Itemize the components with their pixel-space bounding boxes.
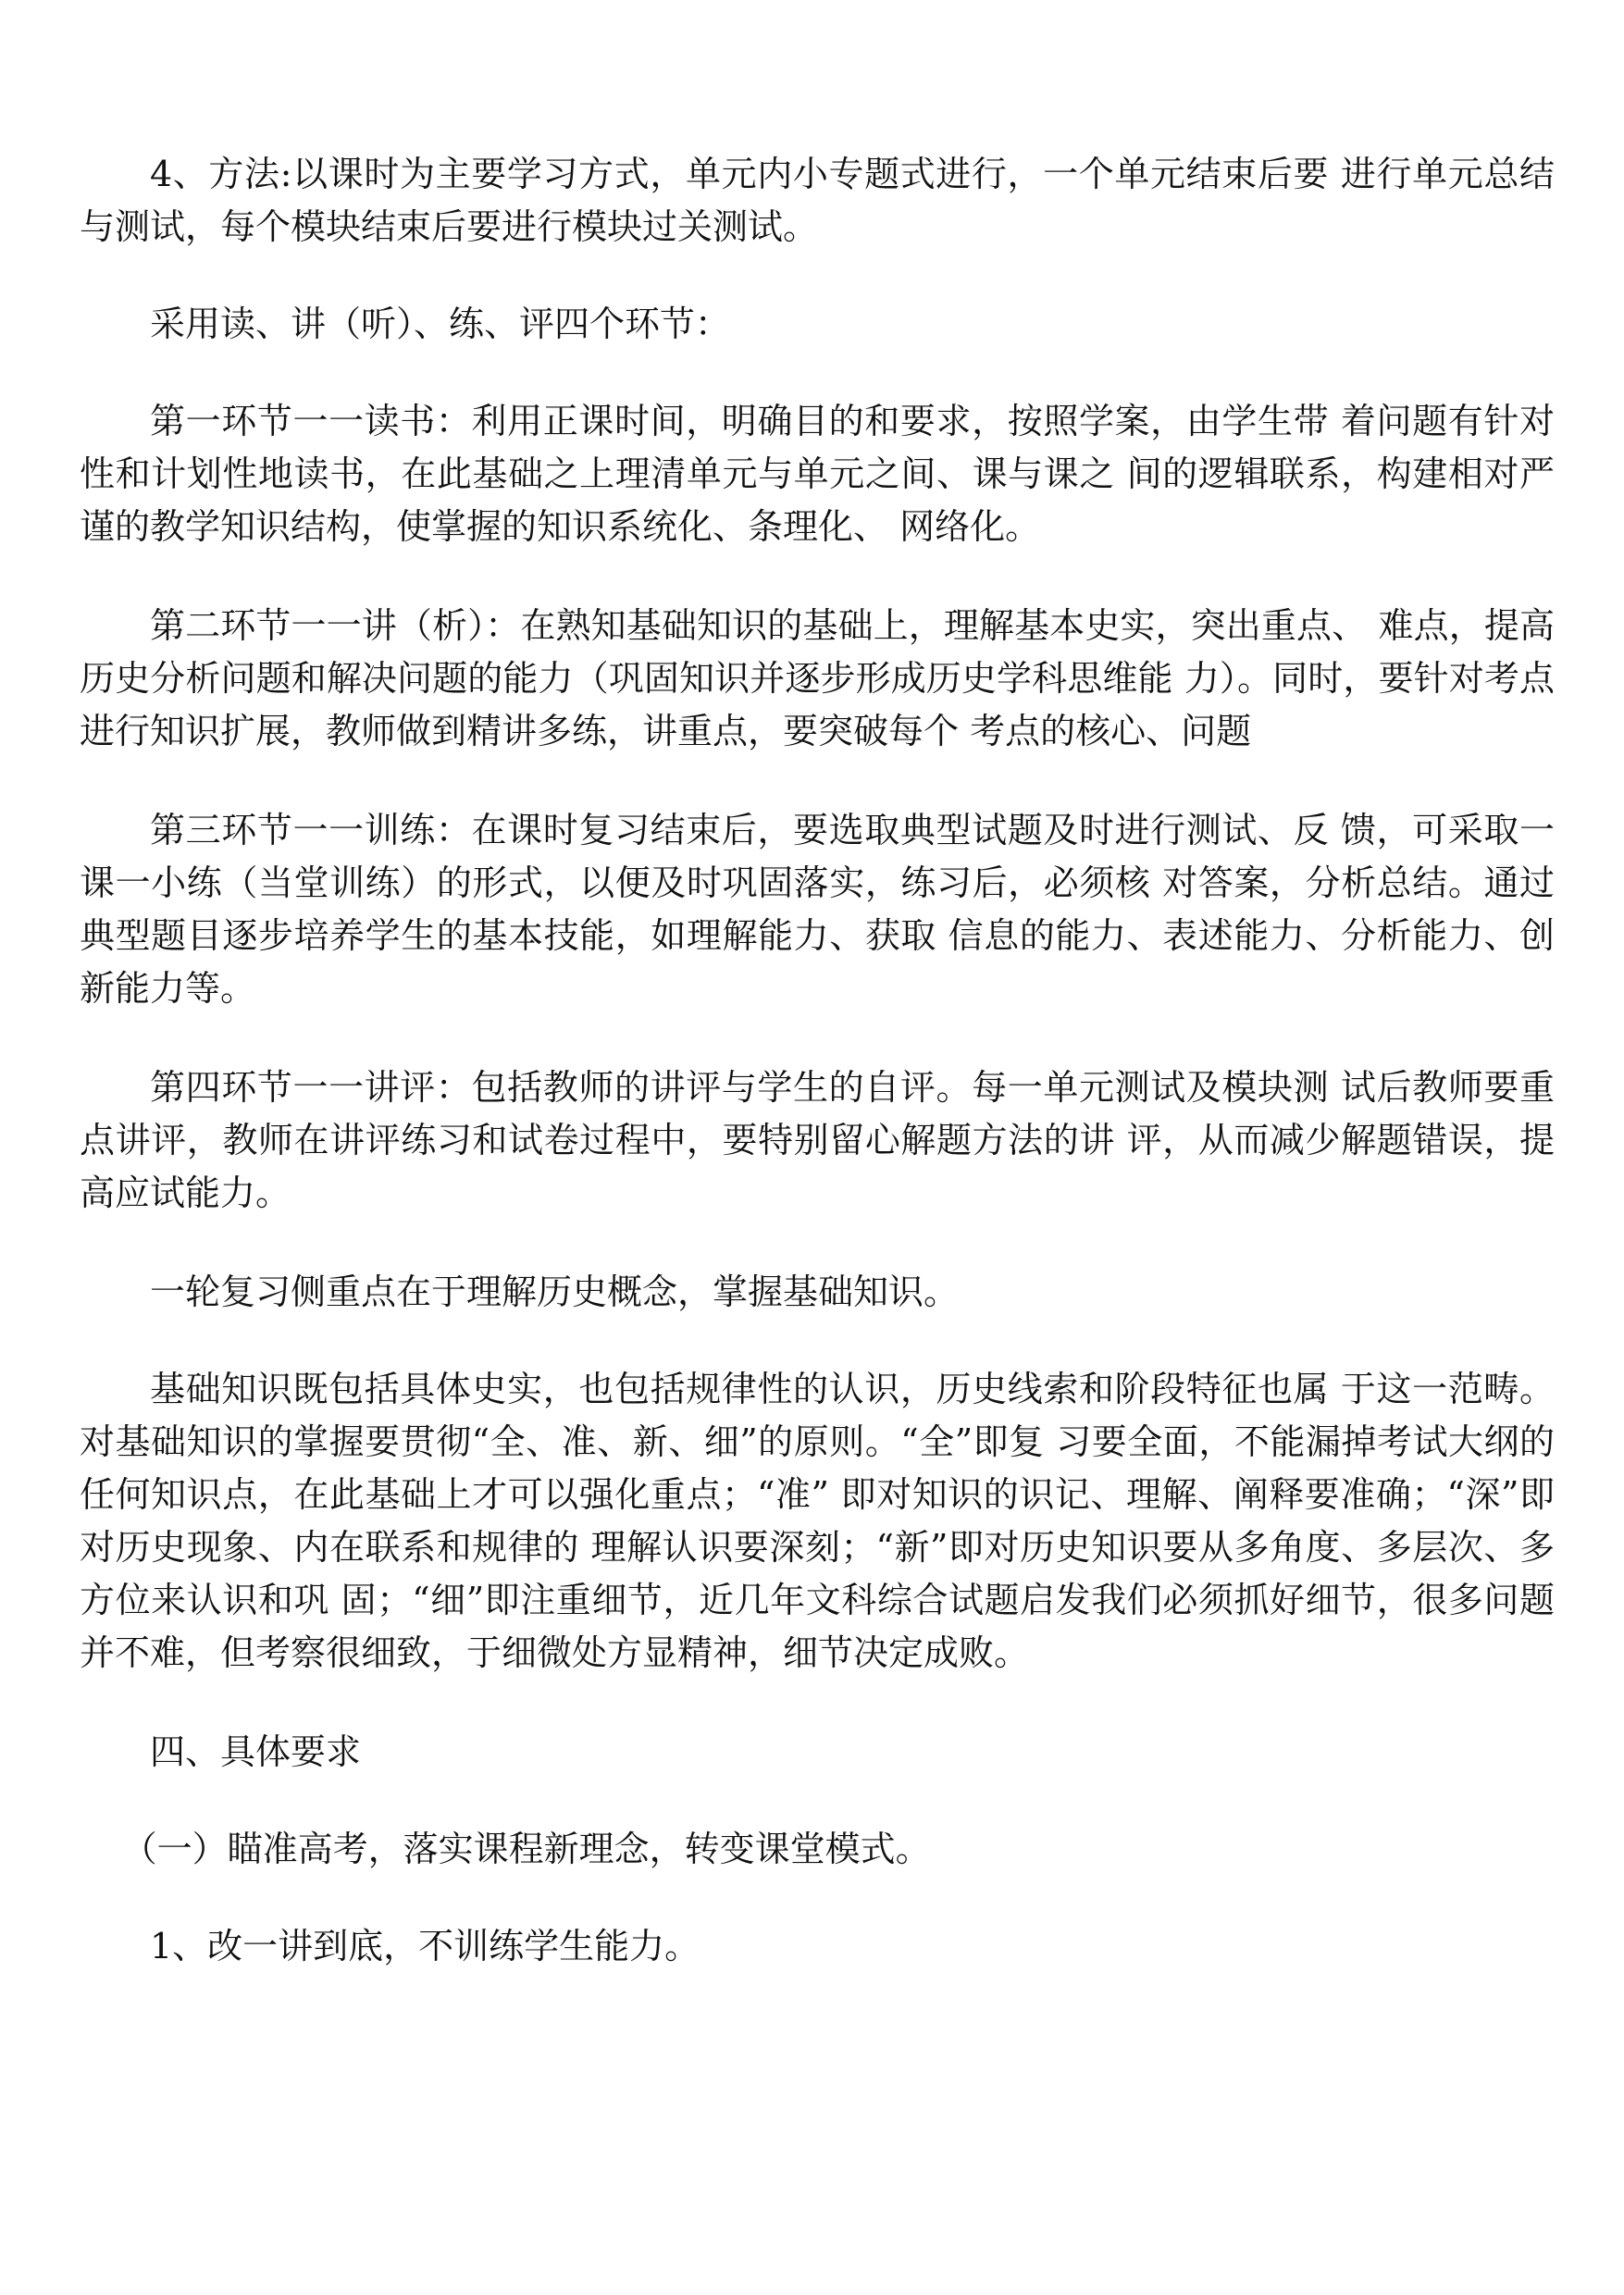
- subsection-heading-one: （一）瞄准高考，落实课程新理念，转变课堂模式。: [121, 1829, 931, 1869]
- paragraph-step-three-training: 第三环节一一训练：在课时复习结束后，要选取典型试题及时进行测试、反 馈，可采取一课一小练（当堂训练）的形式，以便及时巩固落实，练习后，必须核 对答案，分析总结。通过典型题目逐步培养学生的基本技能，如理解能力、获取 信息的能力、表述能力、分析能力、创新能力等。: [80, 810, 1555, 1009]
- section-heading-requirements: 四、具体要求: [150, 1731, 362, 1772]
- paragraph-step-one-reading: 第一环节一一读书：利用正课时间，明确目的和要求，按照学案，由学生带 着问题有针对性和计划性地读书，在此基础之上理清单元与单元之间、课与课之 间的逻辑联系，构建相对严谨的教学知识结构，使掌握的知识系统化、条理化、 网络化。: [80, 401, 1555, 547]
- paragraph-step-four-review: 第四环节一一讲评：包括教师的讲评与学生的自评。每一单元测试及模块测 试后教师要重点讲评，教师在讲评练习和试卷过程中，要特别留心解题方法的讲 评，从而减少解题错误，提高应试能力。: [80, 1067, 1555, 1213]
- document-page: [80, 148, 1555, 1973]
- paragraph-method: 4、方法:以课时为主要学习方式，单元内小专题式进行，一个单元结束后要 进行单元总结与测试，每个模块结束后要进行模块过关测试。: [80, 154, 1555, 247]
- paragraph-basic-knowledge: 基础知识既包括具体史实，也包括规律性的认识，历史线索和阶段特征也属 于这一范畴。对基础知识的掌握要贯彻“全、准、新、细”的原则。“全”即复 习要全面，不能漏掉考试大纲的任何知识点，在此基础上才可以强化重点；“准” 即对知识的识记、理解、阐释要准确；“深”即对历史现象、内在联系和规律的 理解认识要深刻；“新”即对历史知识要从多角度、多层次、多方位来认识和巩 固；“细”即注重细节，近几年文科综合试题启发我们必须抓好细节，很多问题 并不难，但考察很细致，于细微处方显精神，细节决定成败。: [80, 1369, 1555, 1673]
- paragraph-four-steps: 采用读、讲（听）、练、评四个环节：: [150, 304, 731, 344]
- paragraph-step-two-lecture: 第二环节一一讲（析）：在熟知基础知识的基础上，理解基本史实，突出重点、 难点，提高历史分析问题和解决问题的能力（巩固知识并逐步形成历史学科思维能 力）。同时，要针对考点进行知识扩展，教师做到精讲多练，讲重点，要突破每个 考点的核心、问题: [80, 605, 1555, 751]
- list-item-one: 1、改一讲到底，不训练学生能力。: [150, 1926, 700, 1966]
- paragraph-first-round-focus: 一轮复习侧重点在于理解历史概念，掌握基础知识。: [150, 1272, 960, 1312]
